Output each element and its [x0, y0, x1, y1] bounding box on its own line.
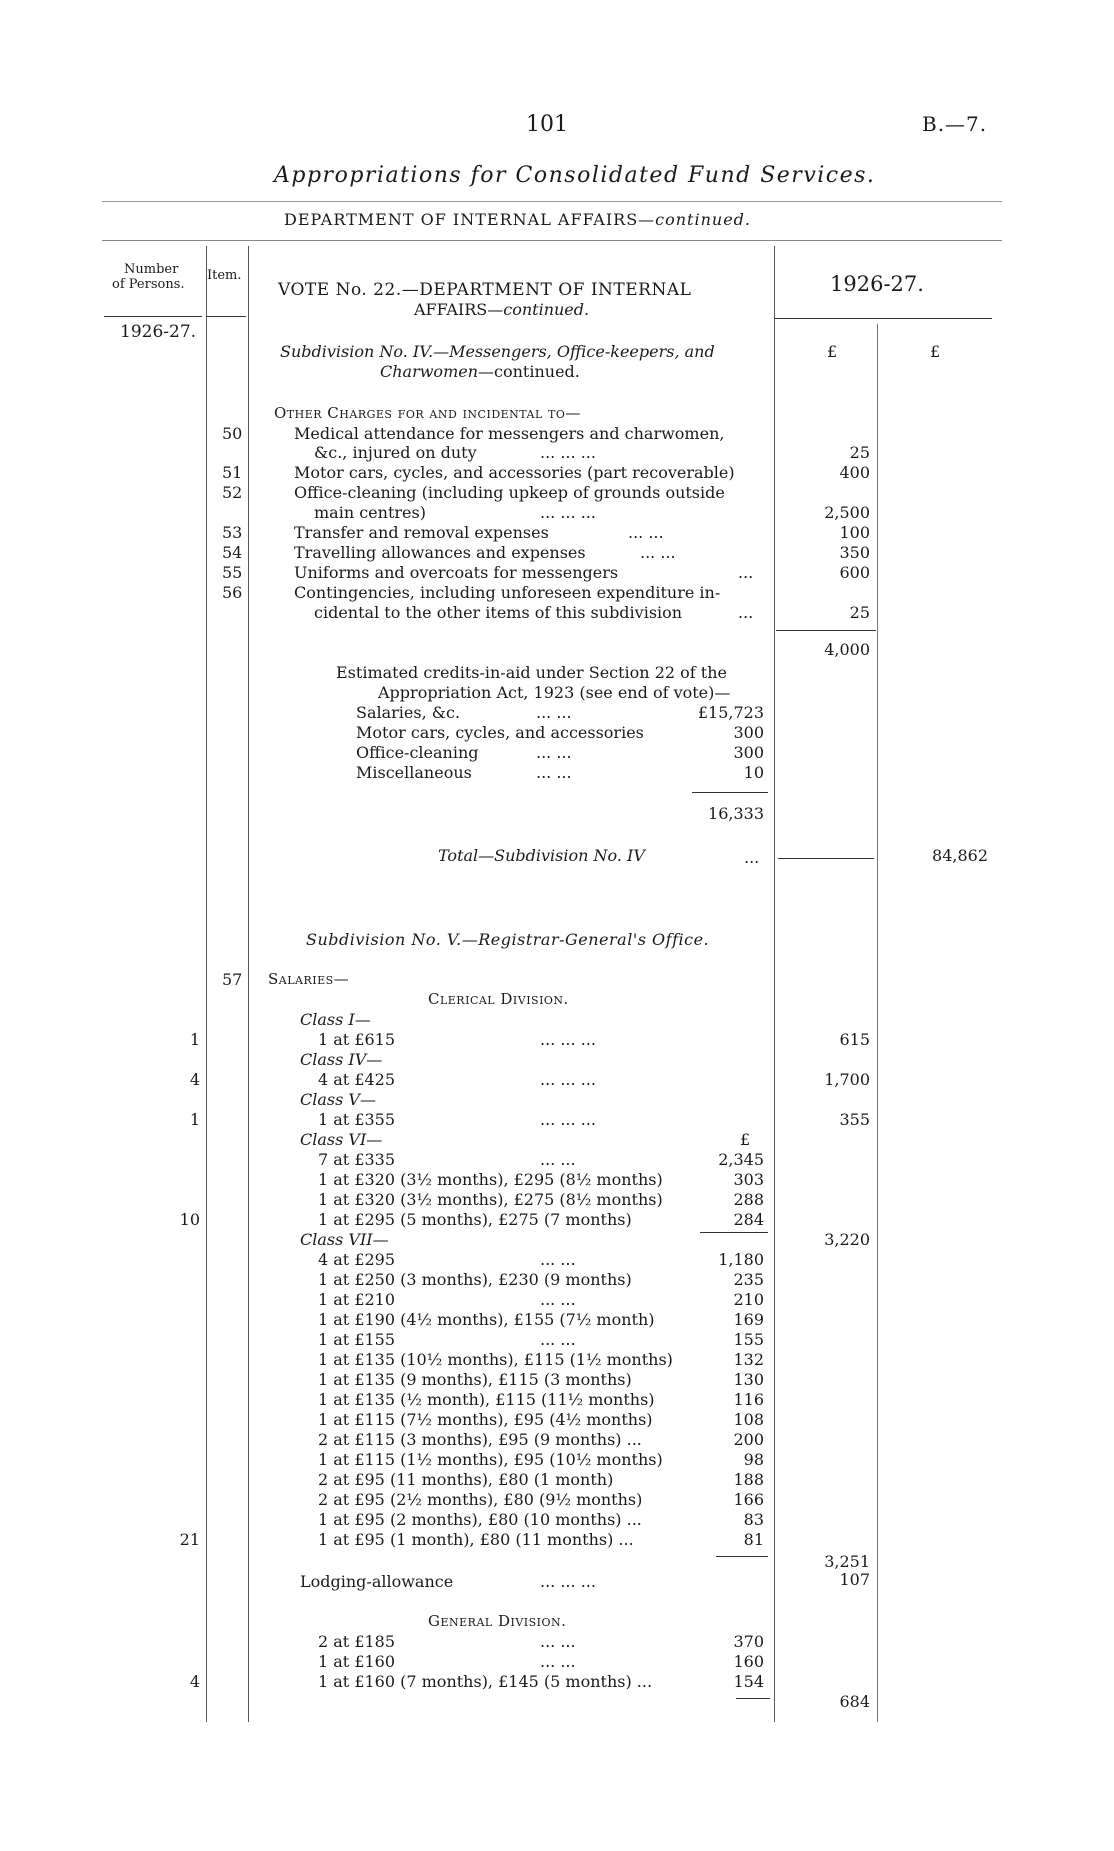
salary-row-label: 1 at £135 (9 months), £115 (3 months) — [318, 1370, 632, 1389]
column-divider — [877, 324, 878, 1722]
salary-row-label: 1 at £250 (3 months), £230 (9 months) — [318, 1270, 632, 1289]
item-description: Motor cars, cycles, and accessories (part recoverable) — [294, 463, 735, 482]
salary-row-label: 1 at £320 (3½ months), £275 (8½ months) — [318, 1190, 663, 1209]
salary-subamount: 210 — [733, 1290, 764, 1309]
department-continued: continued. — [655, 210, 752, 229]
salary-row-label: 1 at £95 (1 month), £80 (11 months) ... — [318, 1530, 634, 1549]
salary-subamount: 160 — [733, 1652, 764, 1671]
salary-row-label: 1 at £115 (1½ months), £95 (10½ months) — [318, 1450, 663, 1469]
class-i-heading: Class I— — [300, 1010, 371, 1029]
persons-count: 1 — [189, 1030, 200, 1049]
persons-count: 4 — [189, 1672, 200, 1691]
rule — [102, 240, 1002, 241]
salary-row-label: 2 at £115 (3 months), £95 (9 months) ... — [318, 1430, 642, 1449]
persons-header-l2: of Persons. — [112, 277, 185, 292]
total-rule — [778, 858, 874, 859]
item-description: Uniforms and overcoats for messengers — [294, 563, 619, 582]
vote-title-l2 — [414, 300, 589, 319]
salary-subamount: 155 — [733, 1330, 764, 1349]
salary-subamount: 235 — [733, 1270, 764, 1289]
class-iv-heading: Class IV— — [300, 1050, 383, 1069]
lodging-allowance-amount: 107 — [839, 1570, 870, 1589]
column-divider — [248, 246, 249, 1722]
page-title: Appropriations for Consolidated Fund Services. — [274, 163, 876, 188]
salary-row-label: 2 at £95 (11 months), £80 (1 month) — [318, 1470, 614, 1489]
class-vii-total: 3,251 — [824, 1552, 870, 1571]
leader-dots: ... ... — [540, 1652, 576, 1671]
leader-dots: ... ... — [540, 1150, 576, 1169]
page-number: 101 — [526, 112, 568, 137]
page-ref: B.—7. — [922, 112, 988, 136]
persons-header-l1: Number — [124, 262, 179, 277]
salary-subamount: 83 — [743, 1510, 764, 1529]
pound-header: £ — [930, 342, 941, 361]
credit-label: Salaries, &c. — [356, 703, 461, 722]
salary-subamount: 288 — [733, 1190, 764, 1209]
salary-row-label: 7 at £335 — [318, 1150, 396, 1169]
vote-title-l1: VOTE No. 22.—DEPARTMENT OF INTERNAL — [278, 280, 692, 300]
salary-row-label: 1 at £295 (5 months), £275 (7 months) — [318, 1210, 632, 1229]
item-amount: 100 — [839, 523, 870, 542]
column-divider — [206, 246, 207, 1722]
item-description: Transfer and removal expenses — [294, 523, 549, 542]
lodging-allowance-label: Lodging-allowance — [300, 1572, 454, 1591]
year-header: 1926-27. — [830, 272, 924, 296]
header-rule — [104, 316, 202, 317]
salary-row-label: 1 at £160 (7 months), £145 (5 months) ... — [318, 1672, 653, 1691]
item-description-cont: &c., injured on duty — [314, 443, 477, 462]
credit-amount: 10 — [743, 763, 764, 782]
salary-subamount: 200 — [733, 1430, 764, 1449]
credit-amount: 300 — [733, 723, 764, 742]
general-division-total: 684 — [839, 1692, 870, 1711]
salary-row-label: 2 at £95 (2½ months), £80 (9½ months) — [318, 1490, 643, 1509]
sum-rule — [776, 630, 876, 631]
salaries-heading: Salaries— — [268, 970, 350, 988]
item-amount: 350 — [839, 543, 870, 562]
leader-dots: ... ... — [540, 1330, 576, 1349]
item-description: Contingencies, including unforeseen expenditure in- — [294, 583, 721, 602]
salary-amount: 615 — [839, 1030, 870, 1049]
salary-subamount: 154 — [733, 1672, 764, 1691]
leader-dots: ... ... ... — [540, 1030, 596, 1049]
header-rule — [775, 318, 992, 319]
subdivision-v-heading: Subdivision No. V.—Registrar-General's Office. — [306, 930, 710, 949]
leader-dots: ... ... ... — [540, 503, 596, 522]
salary-row-label: 1 at £320 (3½ months), £295 (8½ months) — [318, 1170, 663, 1189]
class-vi-heading: Class VI— — [300, 1130, 383, 1149]
salary-subamount: 370 — [733, 1632, 764, 1651]
subdivision-iv-total: 84,862 — [932, 846, 988, 865]
item-amount: 600 — [839, 563, 870, 582]
item-number: 56 — [222, 583, 243, 602]
subdivision-iv-heading-l2 — [380, 362, 580, 381]
item-description-cont: main centres) — [314, 503, 426, 522]
salary-row-label: 1 at £355 — [318, 1110, 396, 1129]
item-amount: 400 — [839, 463, 870, 482]
salary-row-label: 1 at £615 — [318, 1030, 396, 1049]
leader-dots: ... — [738, 563, 754, 582]
salary-amount: 355 — [839, 1110, 870, 1129]
item-description-cont: cidental to the other items of this subdivision — [314, 603, 683, 622]
credit-amount: £15,723 — [697, 703, 764, 722]
credit-label: Motor cars, cycles, and accessories — [356, 723, 644, 742]
rule — [102, 201, 1002, 202]
leader-dots: ... ... ... — [540, 1070, 596, 1089]
salary-row-label: 4 at £425 — [318, 1070, 396, 1089]
salary-row-label: 1 at £190 (4½ months), £155 (7½ month) — [318, 1310, 655, 1329]
class-vii-heading: Class VII— — [300, 1230, 389, 1249]
salary-row-label: 1 at £155 — [318, 1330, 396, 1349]
item-amount: 25 — [849, 443, 870, 462]
subdivision-iv-heading-main: Charwomen— — [380, 362, 495, 381]
persons-year: 1926-27. — [120, 322, 197, 342]
persons-count: 4 — [189, 1070, 200, 1089]
item-number: 57 — [222, 970, 243, 989]
credits-total: 16,333 — [708, 804, 764, 823]
subdivision-iv-heading-l1: Subdivision No. IV.—Messengers, Office-keepers, and — [280, 342, 715, 361]
class-v-heading: Class V— — [300, 1090, 376, 1109]
salary-row-label: 1 at £115 (7½ months), £95 (4½ months) — [318, 1410, 653, 1429]
salary-row-label: 1 at £135 (10½ months), £115 (1½ months) — [318, 1350, 673, 1369]
salary-subamount: 166 — [733, 1490, 764, 1509]
credit-label: Miscellaneous — [356, 763, 472, 782]
subdivision-iv-subtotal: 4,000 — [824, 640, 870, 659]
department-heading — [284, 210, 751, 229]
leader-dots: ... ... — [536, 763, 572, 782]
salary-subamount: 98 — [743, 1450, 764, 1469]
vote-title-continued: continued. — [503, 300, 590, 319]
item-header: Item. — [207, 268, 242, 283]
item-description: Travelling allowances and expenses — [294, 543, 586, 562]
item-amount: 2,500 — [824, 503, 870, 522]
item-number: 51 — [222, 463, 243, 482]
item-number: 50 — [222, 424, 243, 443]
persons-count: 1 — [189, 1110, 200, 1129]
salary-subamount: 303 — [733, 1170, 764, 1189]
subdivision-iv-total-label: Total—Subdivision No. IV — [438, 846, 645, 865]
leader-dots: ... — [738, 603, 754, 622]
sum-rule — [700, 1232, 768, 1233]
salary-row-label: 1 at £135 (½ month), £115 (11½ months) — [318, 1390, 655, 1409]
leader-dots: ... ... — [540, 1632, 576, 1651]
salary-subamount: 130 — [733, 1370, 764, 1389]
salary-row-label: 2 at £185 — [318, 1632, 396, 1651]
credit-amount: 300 — [733, 743, 764, 762]
credit-label: Office-cleaning — [356, 743, 479, 762]
pound-header: £ — [827, 342, 838, 361]
leader-dots: ... ... — [640, 543, 676, 562]
item-number: 55 — [222, 563, 243, 582]
salary-row-label: 1 at £210 — [318, 1290, 396, 1309]
class-vi-total: 3,220 — [824, 1230, 870, 1249]
leader-dots: ... ... — [536, 703, 572, 722]
item-description: Medical attendance for messengers and charwomen, — [294, 424, 725, 443]
item-number: 54 — [222, 543, 243, 562]
leader-dots: ... ... ... — [540, 443, 596, 462]
credits-heading-l2: Appropriation Act, 1923 (see end of vote)— — [378, 683, 731, 702]
salary-subamount: 108 — [733, 1410, 764, 1429]
salary-subamount: 188 — [733, 1470, 764, 1489]
salary-subamount: 169 — [733, 1310, 764, 1329]
general-division-heading: General Division. — [428, 1612, 567, 1630]
leader-dots: ... ... — [536, 743, 572, 762]
salary-amount: 1,700 — [824, 1070, 870, 1089]
column-divider — [774, 246, 775, 1722]
salary-subamount: 1,180 — [718, 1250, 764, 1269]
salary-row-label: 1 at £160 — [318, 1652, 396, 1671]
item-number: 53 — [222, 523, 243, 542]
item-amount: 25 — [849, 603, 870, 622]
salary-row-label: 4 at £295 — [318, 1250, 396, 1269]
leader-dots: ... ... ... — [540, 1110, 596, 1129]
item-number: 52 — [222, 483, 243, 502]
subdivision-iv-heading-continued: continued. — [494, 362, 580, 381]
salary-subamount: 284 — [733, 1210, 764, 1229]
sum-rule — [716, 1556, 768, 1557]
header-rule — [206, 316, 246, 317]
pound-sign: £ — [740, 1130, 751, 1149]
leader-dots: ... — [744, 848, 760, 867]
item-description: Office-cleaning (including upkeep of grounds outside — [294, 483, 725, 502]
persons-count: 21 — [179, 1530, 200, 1549]
persons-count: 10 — [179, 1210, 200, 1229]
salary-subamount: 116 — [733, 1390, 764, 1409]
credits-heading-l1: Estimated credits-in-aid under Section 22 of the — [336, 663, 727, 682]
leader-dots: ... ... — [540, 1290, 576, 1309]
sum-rule — [692, 792, 768, 793]
department-main: DEPARTMENT OF INTERNAL AFFAIRS— — [284, 210, 656, 229]
other-charges-heading: Other Charges for and incidental to— — [274, 404, 581, 422]
leader-dots: ... ... — [540, 1250, 576, 1269]
leader-dots: ... ... — [628, 523, 664, 542]
sum-rule — [736, 1698, 770, 1699]
salary-row-label: 1 at £95 (2 months), £80 (10 months) ... — [318, 1510, 642, 1529]
salary-subamount: 132 — [733, 1350, 764, 1369]
vote-title-main: AFFAIRS— — [414, 300, 504, 319]
clerical-division-heading: Clerical Division. — [428, 990, 569, 1008]
salary-subamount: 81 — [743, 1530, 764, 1549]
salary-subamount: 2,345 — [718, 1150, 764, 1169]
leader-dots: ... ... ... — [540, 1572, 596, 1591]
